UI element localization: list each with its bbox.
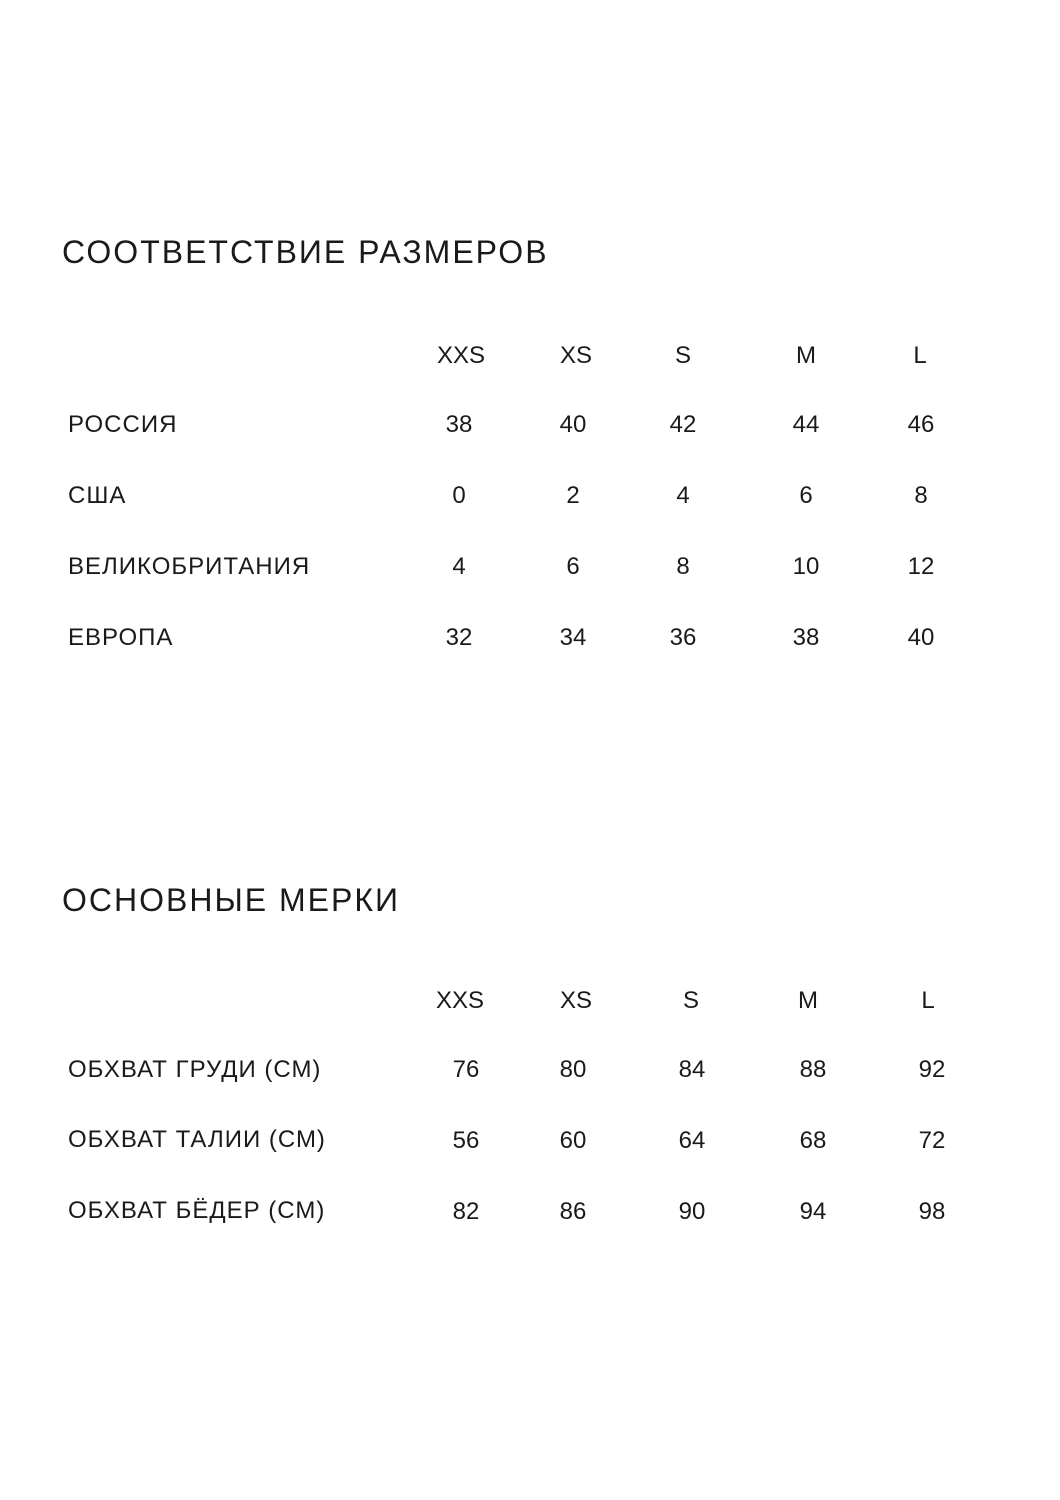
size-correspondence-title: СООТВЕТСТВИЕ РАЗМЕРОВ	[62, 234, 549, 270]
table-cell: 34	[559, 624, 587, 651]
column-header: XXS	[435, 987, 485, 1014]
row-label: США	[68, 482, 127, 509]
row-label: ВЕЛИКОБРИТАНИЯ	[68, 553, 311, 580]
column-header: S	[674, 342, 692, 369]
row-label: ОБХВАТ ТАЛИИ (СМ)	[68, 1126, 326, 1153]
table-cell: 72	[918, 1127, 946, 1154]
column-header: L	[913, 342, 927, 369]
table-cell: 68	[799, 1127, 827, 1154]
table-cell: 36	[669, 624, 697, 651]
table-cell: 32	[445, 624, 473, 651]
table-cell: 86	[559, 1198, 587, 1225]
table-cell: 76	[452, 1056, 480, 1083]
table-cell: 40	[559, 411, 587, 438]
table-cell: 60	[559, 1127, 587, 1154]
table-cell: 90	[678, 1198, 706, 1225]
table-cell: 40	[907, 624, 935, 651]
table-cell: 6	[799, 482, 813, 509]
table-cell: 80	[559, 1056, 587, 1083]
table-cell: 0	[452, 482, 466, 509]
table-cell: 4	[452, 553, 466, 580]
table-cell: 92	[918, 1056, 946, 1083]
measurements-title: ОСНОВНЫЕ МЕРКИ	[62, 882, 400, 918]
table-cell: 42	[669, 411, 697, 438]
column-header: S	[682, 987, 700, 1014]
column-header: M	[798, 987, 818, 1014]
column-header: L	[921, 987, 935, 1014]
table-cell: 82	[452, 1198, 480, 1225]
row-label: ОБХВАТ БЁДЕР (СМ)	[68, 1197, 326, 1224]
table-cell: 94	[799, 1198, 827, 1225]
table-cell: 38	[792, 624, 820, 651]
table-cell: 38	[445, 411, 473, 438]
table-cell: 8	[914, 482, 928, 509]
table-cell: 88	[799, 1056, 827, 1083]
row-label: ЕВРОПА	[68, 624, 174, 651]
row-label: РОССИЯ	[68, 411, 178, 438]
table-cell: 4	[676, 482, 690, 509]
table-cell: 8	[676, 553, 690, 580]
table-cell: 98	[918, 1198, 946, 1225]
table-cell: 44	[792, 411, 820, 438]
table-cell: 10	[792, 553, 820, 580]
table-cell: 12	[907, 553, 935, 580]
table-cell: 2	[566, 482, 580, 509]
row-label: ОБХВАТ ГРУДИ (СМ)	[68, 1056, 322, 1083]
table-cell: 56	[452, 1127, 480, 1154]
table-cell: 6	[566, 553, 580, 580]
table-cell: 46	[907, 411, 935, 438]
column-header: XS	[559, 342, 593, 369]
table-cell: 64	[678, 1127, 706, 1154]
column-header: M	[796, 342, 816, 369]
column-header: XS	[559, 987, 593, 1014]
column-header: XXS	[436, 342, 486, 369]
table-cell: 84	[678, 1056, 706, 1083]
